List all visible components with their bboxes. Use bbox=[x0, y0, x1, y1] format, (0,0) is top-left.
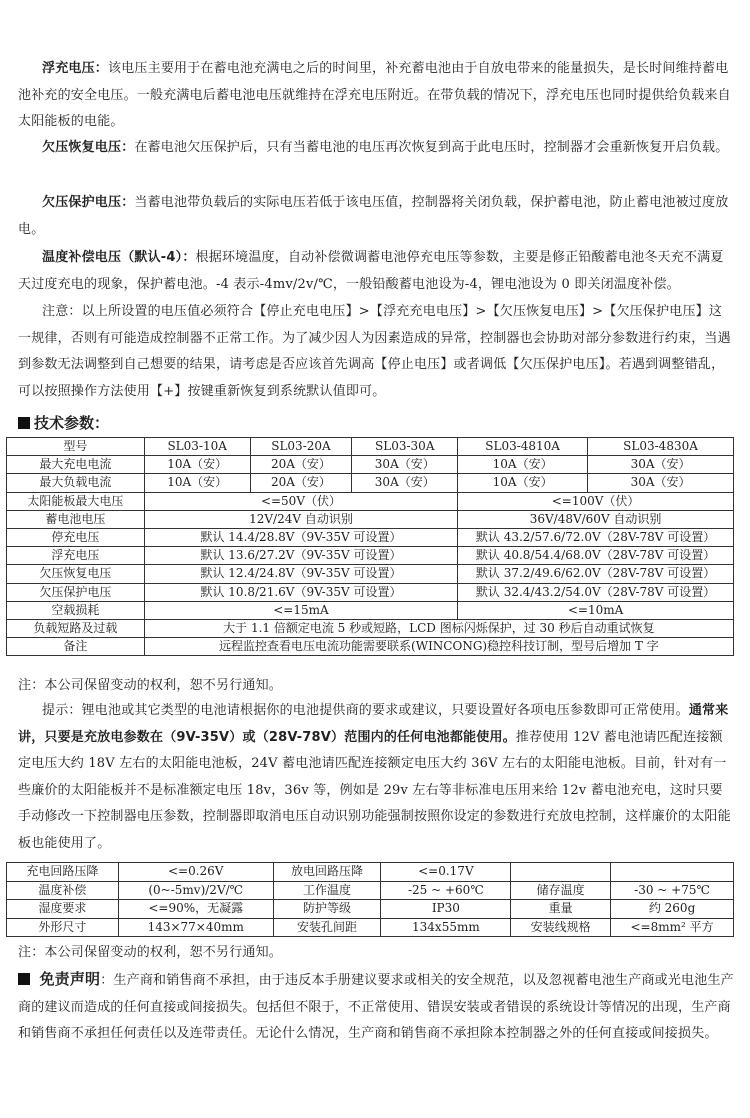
table-cell: 20A（安） bbox=[250, 456, 352, 474]
table-cell: 空载损耗 bbox=[7, 601, 145, 619]
square-bullet-icon bbox=[18, 417, 30, 429]
temp-comp-paragraph bbox=[18, 245, 734, 298]
table-cell: 停充电压 bbox=[7, 528, 145, 546]
tech-params-title: 技术参数： bbox=[34, 414, 110, 432]
under-protect-text: 当蓄电池带负载后的实际电压若低于该电压值，控制器将关闭负载，保护蓄电池，防止蓄电池被过度放电。 bbox=[18, 195, 729, 237]
table-cell: 36V/48V/60V 自动识别 bbox=[458, 510, 734, 528]
tip-bold: 通常来讲，只要是充放电参数在（9V-35V）或（28V-78V）范围内的任何电池都能使用。 bbox=[18, 703, 729, 745]
table-cell: 蓄电池电压 bbox=[7, 510, 145, 528]
under-recover-label: 欠压恢复电压： bbox=[42, 140, 135, 155]
disclaimer-paragraph bbox=[18, 966, 734, 1048]
under-protect-label: 欠压保护电压： bbox=[42, 195, 135, 210]
table-row bbox=[7, 583, 734, 601]
table-cell: SL03-20A bbox=[250, 438, 352, 456]
table-cell: <=50V（伏） bbox=[144, 492, 457, 510]
note-2: 注：本公司保留变动的权利，恕不另行通知。 bbox=[18, 945, 283, 960]
float-voltage-paragraph bbox=[18, 56, 734, 136]
table-row bbox=[7, 547, 734, 565]
disclaimer-heading bbox=[18, 970, 100, 988]
table-cell: 充电回路压降 bbox=[7, 863, 119, 882]
table-cell: 10A（安） bbox=[458, 474, 588, 492]
table-cell: SL03-10A bbox=[144, 438, 250, 456]
table-cell: 太阳能板最大电压 bbox=[7, 492, 145, 510]
tech-params-heading bbox=[18, 412, 109, 433]
tip-text-1: 提示：锂电池或其它类型的电池请根据你的电池提供商的要求或建议，只要设置好各项电压参数即可正常使用。 bbox=[42, 703, 689, 718]
table-cell: 10A（安） bbox=[144, 474, 250, 492]
table-row bbox=[7, 900, 734, 919]
table-cell: 储存温度 bbox=[511, 881, 611, 900]
table-cell: 欠压保护电压 bbox=[7, 583, 145, 601]
table-cell: 备注 bbox=[7, 638, 145, 656]
table-cell: 欠压恢复电压 bbox=[7, 565, 145, 583]
table-cell: <=0.26V bbox=[118, 863, 273, 882]
table-cell: 30A（安） bbox=[588, 474, 734, 492]
table-cell: (0~-5mv)/2V/℃ bbox=[118, 881, 273, 900]
table-cell: 30A（安） bbox=[588, 456, 734, 474]
general-spec-table bbox=[6, 862, 734, 937]
table-row bbox=[7, 601, 734, 619]
table-cell: 安装孔间距 bbox=[273, 918, 381, 937]
table-cell: IP30 bbox=[381, 900, 511, 919]
table-cell: 30A（安） bbox=[352, 456, 458, 474]
table-cell: 工作温度 bbox=[273, 881, 381, 900]
table-cell: -25 ~ +60℃ bbox=[381, 881, 511, 900]
table-cell: 默认 13.6/27.2V（9V-35V 可设置） bbox=[144, 547, 457, 565]
table-cell: 最大充电电流 bbox=[7, 456, 145, 474]
table-row bbox=[7, 881, 734, 900]
table-row bbox=[7, 638, 734, 656]
table-cell: 外形尺寸 bbox=[7, 918, 119, 937]
table-row bbox=[7, 456, 734, 474]
table-cell: 20A（安） bbox=[250, 474, 352, 492]
table-row bbox=[7, 474, 734, 492]
table-cell: 大于 1.1 倍额定电流 5 秒或短路，LCD 图标闪烁保护，过 30 秒后自动重试恢复 bbox=[144, 619, 733, 637]
table-cell: SL03-4830A bbox=[588, 438, 734, 456]
table-cell: 浮充电压 bbox=[7, 547, 145, 565]
table-cell: 30A（安） bbox=[352, 474, 458, 492]
note-1: 注：本公司保留变动的权利，恕不另行通知。 bbox=[18, 678, 283, 693]
table-cell: 温度补偿 bbox=[7, 881, 119, 900]
table-cell: 默认 37.2/49.6/62.0V（28V-78V 可设置） bbox=[458, 565, 734, 583]
table-cell: 默认 10.8/21.6V（9V-35V 可设置） bbox=[144, 583, 457, 601]
table-cell: <=15mA bbox=[144, 601, 457, 619]
temp-comp-label: 温度补偿电压（默认-4）： bbox=[42, 250, 196, 265]
table-row bbox=[7, 619, 734, 637]
float-voltage-text: 该电压主要用于在蓄电池充满电之后的时间里，补充蓄电池由于自放电带来的能量损失，是长时间维持蓄电池补充的安全电压。一般充满电后蓄电池电压就维持在浮充电压附近。在带负载的情况下，浮充电压也同时提供给负载来自太阳能板的电能。 bbox=[18, 61, 731, 129]
under-protect-paragraph bbox=[18, 190, 734, 243]
table-row bbox=[7, 510, 734, 528]
table-cell: 型号 bbox=[7, 438, 145, 456]
temp-comp-text: 根据环境温度，自动补偿微调蓄电池停充电压等参数，主要是修正铅酸蓄电池冬天充不满夏天过度充电的现象，保护蓄电池。-4 表示-4mv/2v/℃，一般铅酸蓄电池设为-4，锂电池设为 0 即关闭温度补偿。 bbox=[18, 250, 724, 292]
table-cell bbox=[611, 863, 734, 882]
table-row bbox=[7, 492, 734, 510]
table-cell: 远程监控查看电压电流功能需要联系(WINCONG)稳控科技订制，型号后增加 T 字 bbox=[144, 638, 733, 656]
table-cell: 最大负载电流 bbox=[7, 474, 145, 492]
table-cell: 默认 32.4/43.2/54.0V（28V-78V 可设置） bbox=[458, 583, 734, 601]
under-recover-paragraph bbox=[18, 135, 734, 162]
table-cell: <=100V（伏） bbox=[458, 492, 734, 510]
table-cell: 10A（安） bbox=[144, 456, 250, 474]
table-cell: 重量 bbox=[511, 900, 611, 919]
table-cell: 防护等级 bbox=[273, 900, 381, 919]
table-row bbox=[7, 438, 734, 456]
table-cell: 湿度要求 bbox=[7, 900, 119, 919]
table-cell: 10A（安） bbox=[458, 456, 588, 474]
table-cell: 安装线规格 bbox=[511, 918, 611, 937]
table-cell: 143×77×40mm bbox=[118, 918, 273, 937]
table-cell: <=8mm² 平方 bbox=[611, 918, 734, 937]
table-cell: SL03-4810A bbox=[458, 438, 588, 456]
disclaimer-text: ：生产商和销售商不承担，由于违反本手册建议要求或相关的安全规范，以及忽视蓄电池生产商或光电池生产商的建议而造成的任何直接或间接损失。包括但不限于，不正常使用、错误安装或者错误的系统设计等情况的出现，生产商和销售商不承担任何责任以及连带责任。无论什么情况，生产商和销售商不承担除本控制器之外的任何直接或间接损失。 bbox=[18, 973, 734, 1041]
table-cell: 放电回路压降 bbox=[273, 863, 381, 882]
float-voltage-label: 浮充电压： bbox=[42, 61, 109, 76]
disclaimer-label: 免责声明 bbox=[39, 970, 101, 988]
table-row bbox=[7, 565, 734, 583]
tip-paragraph bbox=[18, 698, 734, 857]
table-cell: <=90%，无凝露 bbox=[118, 900, 273, 919]
table-cell bbox=[511, 863, 611, 882]
table-cell: 默认 14.4/28.8V（9V-35V 可设置） bbox=[144, 528, 457, 546]
square-bullet-icon bbox=[18, 973, 30, 985]
table-cell: 默认 43.2/57.6/72.0V（28V-78V 可设置） bbox=[458, 528, 734, 546]
spec-table bbox=[6, 437, 734, 656]
table-cell: 默认 12.4/24.8V（9V-35V 可设置） bbox=[144, 565, 457, 583]
tip-text-2: 推荐使用 12V 蓄电池请匹配连接额定电压大约 18V 左右的太阳能电池板，24V 蓄电池请匹配连接额定电压大约 36V 左右的太阳能电池板。目前，针对有一些廉价的太阳能板并不是标准额定电压 18v，36v 等，例如是 29v 左右等非标准电压用来给 12v 蓄电池充电，这时只要手动修改一下控制器电压参数，控制器即取消电压自动识别功能强制按照你设定的参数进行充放电控制，这样廉价的太阳能板也能使用了。 bbox=[18, 729, 731, 851]
table-cell: <=0.17V bbox=[381, 863, 511, 882]
table-cell: <=10mA bbox=[458, 601, 734, 619]
table-cell: 约 260g bbox=[611, 900, 734, 919]
notice-paragraph bbox=[18, 299, 734, 405]
table-cell: 默认 40.8/54.4/68.0V（28V-78V 可设置） bbox=[458, 547, 734, 565]
table-cell: SL03-30A bbox=[352, 438, 458, 456]
table-row bbox=[7, 528, 734, 546]
table-cell: 负载短路及过载 bbox=[7, 619, 145, 637]
table-cell: 134x55mm bbox=[381, 918, 511, 937]
table-cell: 12V/24V 自动识别 bbox=[144, 510, 457, 528]
notice-text: 注意：以上所设置的电压值必须符合【停止充电电压】>【浮充充电电压】>【欠压恢复电压】>【欠压保护电压】这一规律，否则有可能造成控制器不正常工作。为了减少因人为因素造成的异常，控制器也会协助对部分参数进行约束，当遇到参数无法调整到自己想要的结果，请考虑是否应该首先调高【停止电压】或者调低【欠压保护电压】。若遇到调整错乱，可以按照操作方法使用【+】按键重新恢复到系统默认值即可。 bbox=[18, 304, 731, 399]
table-cell: -30 ~ +75℃ bbox=[611, 881, 734, 900]
under-recover-text: 在蓄电池欠压保护后，只有当蓄电池的电压再次恢复到高于此电压时，控制器才会重新恢复开启负载。 bbox=[134, 140, 729, 155]
table-row bbox=[7, 863, 734, 882]
table-row bbox=[7, 918, 734, 937]
